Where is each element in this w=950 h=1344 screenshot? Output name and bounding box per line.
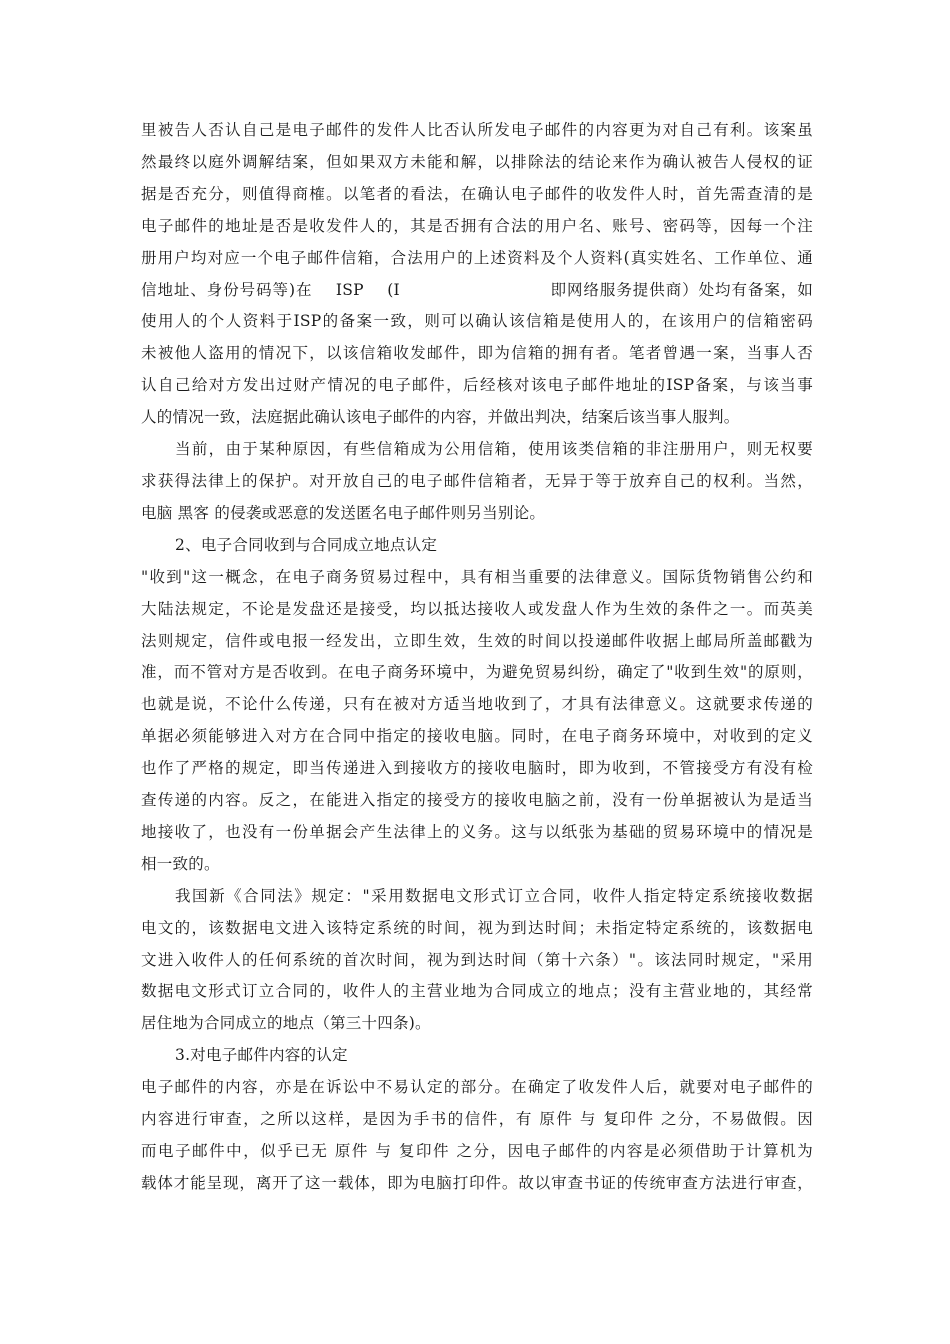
text-line: "收到"这一概念，在电子商务贸易过程中，具有相当重要的法律意义。国际货物销售公约和 (141, 567, 813, 586)
text-line: 使用人的个人资料于ISP的备案一致，则可以确认该信箱是使用人的，在该用户的信箱密码 (141, 312, 813, 331)
text-line: 地接收了，也没有一份单据会产生法律上的义务。这与以纸张为基础的贸易环境中的情况是 (141, 822, 813, 841)
text-line: 数据电文形式订立合同的，收件人的主营业地为合同成立的地点；没有主营业地的，其经常 (141, 982, 813, 1001)
text-line: 单据必须能够进入对方在合同中指定的接收电脑。同时，在电子商务环境中，对收到的定义 (141, 727, 813, 746)
text-line: 我国新《合同法》规定："采用数据电文形式订立合同，收件人指定特定系统接收数据 (175, 886, 813, 905)
isp-paren: (I (387, 280, 400, 299)
text-line: 未被他人盗用的情况下，以该信箱收发邮件，即为信箱的拥有者。笔者曾遇一案，当事人否 (141, 344, 813, 363)
text-line: 电脑 黑客 的侵袭或恶意的发送匿名电子邮件则另当别论。 (141, 503, 546, 522)
text-line: 电文的，该数据电文进入该特定系统的时间，视为到达时间；未指定特定系统的，该数据电 (141, 918, 813, 937)
text-line: 居住地为合同成立的地点（第三十四条)。 (141, 1014, 431, 1033)
document-body (141, 115, 813, 1200)
text-line: 查传递的内容。反之，在能进入指定的接受方的接收电脑之前，没有一份单据被认为是适当 (141, 791, 813, 810)
section-heading: 2、电子合同收到与合同成立地点认定 (175, 535, 438, 554)
text-line: 相一致的。 (141, 854, 220, 873)
text-line: 求获得法律上的保护。对开放自己的电子邮件信箱者，无异于等于放弃自己的权利。当然， (141, 471, 813, 490)
text-line: 册用户均对应一个电子邮件信箱，合法用户的上述资料及个人资料(真实姓名、工作单位、通 (141, 248, 813, 267)
section-heading: 3.对电子邮件内容的认定 (175, 1046, 348, 1065)
text-line: 也就是说，不论什么传递，只有在被对方适当地收到了，才具有法律意义。这就要求传递的 (141, 695, 813, 714)
text-line: 也作了严格的规定，即当传递进入到接收方的接收电脑时，即为收到，不管接受方有没有检 (141, 759, 813, 778)
text-line: 内容进行审查，之所以这样，是因为手书的信件，有 原件 与 复印件 之分，不易做假。因 (141, 1110, 813, 1129)
text-line: 当前，由于某种原因，有些信箱成为公用信箱，使用该类信箱的非注册用户，则无权要 (175, 440, 813, 459)
text-line: 法则规定，信件或电报一经发出，立即生效，生效的时间以投递邮件收据上邮局所盖邮戳为 (141, 631, 813, 650)
text-line: 文进入收件人的任何系统的首次时间，视为到达时间（第十六条）"。该法同时规定，"采用 (141, 950, 813, 969)
text-line: 准，而不管对方是否收到。在电子商务环境中，为避免贸易纠纷，确定了"收到生效"的原则， (141, 663, 813, 682)
isp-line-before: 信地址、身份号码等)在 (141, 280, 313, 299)
text-line: 大陆法规定，不论是发盘还是接受，均以抵达接收人或发盘人作为生效的条件之一。而英美 (141, 599, 813, 618)
text-line: 电子邮件的内容，亦是在诉讼中不易认定的部分。在确定了收发件人后，就要对电子邮件的 (141, 1078, 813, 1097)
text-line: 而电子邮件中，似乎已无 原件 与 复印件 之分，因电子邮件的内容是必须借助于计算机为 (141, 1142, 813, 1160)
text-line: 电子邮件的地址是否是收发件人的，其是否拥有合法的用户名、账号、密码等，因每一个注 (141, 216, 813, 235)
isp-line-after: 即网络服务提供商）处均有备案，如 (549, 280, 813, 299)
text-line: 认自己给对方发出过财产情况的电子邮件，后经核对该电子邮件地址的ISP备案，与该当事 (141, 376, 813, 395)
text-line: 然最终以庭外调解结案，但如果双方未能和解，以排除法的结论来作为确认被告人侵权的证 (141, 152, 813, 171)
text-line: 载体才能呈现，离开了这一载体，即为电脑打印件。故以审查书证的传统审查方法进行审查， (141, 1173, 813, 1192)
text-line: 据是否充分，则值得商榷。以笔者的看法，在确认电子邮件的收发件人时，首先需查清的是 (141, 184, 813, 203)
isp-term: ISP (335, 280, 364, 299)
text-line: 人的情况一致，法庭据此确认该电子邮件的内容，并做出判决，结案后该当事人服判。 (141, 408, 740, 427)
text-line-isp (141, 275, 813, 307)
text-line: 里被告人否认自己是电子邮件的发件人比否认所发电子邮件的内容更为对自己有利。该案虽 (141, 121, 813, 139)
